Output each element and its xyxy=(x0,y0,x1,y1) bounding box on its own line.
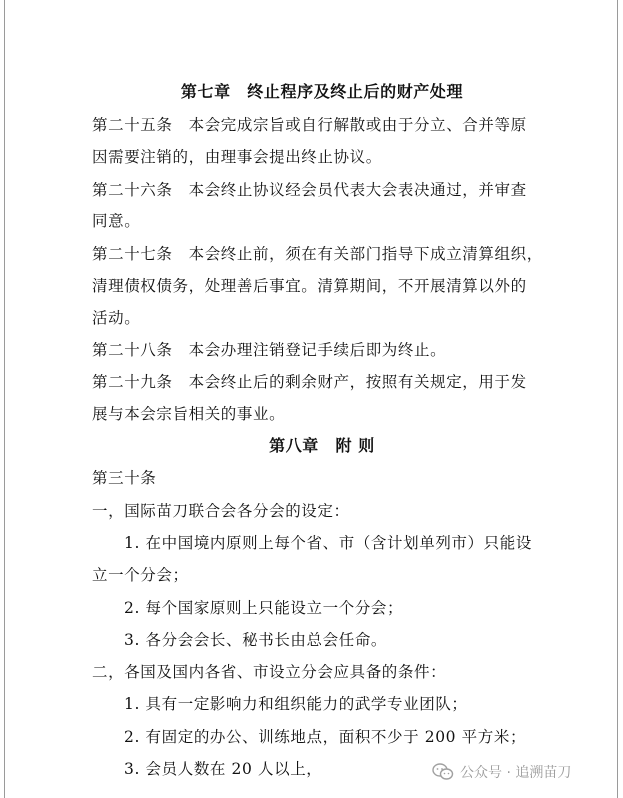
watermark xyxy=(432,762,571,782)
section-2-item-3: 3. 会员人数在 20 人以上， xyxy=(124,760,323,778)
article-25-line-2: 因需要注销的，由理事会提出终止协议。 xyxy=(92,148,382,166)
section-1-item-3: 3. 各分会会长、秘书长由总会任命。 xyxy=(124,631,388,649)
article-26-line-1: 第二十六条 本会终止协议经会员代表大会表决通过，并审查 xyxy=(92,181,527,199)
chapter-7-title: 第七章 终止程序及终止后的财产处理 xyxy=(180,82,464,101)
article-30: 第三十条 xyxy=(92,469,157,487)
section-2-heading: 二，各国及国内各省、市设立分会应具备的条件： xyxy=(92,663,447,681)
article-25-line-1: 第二十五条 本会完成宗旨或自行解散或由于分立、合并等原 xyxy=(92,116,527,134)
article-27-line-2: 清理债权债务，处理善后事宜。清算期间，不开展清算以外的 xyxy=(92,277,527,295)
section-1-item-1-line-1: 1. 在中国境内原则上每个省、市（含计划单列市）只能设 xyxy=(124,534,532,552)
article-29-line-2: 展与本会宗旨相关的事业。 xyxy=(92,405,286,423)
article-28-line-1: 第二十八条 本会办理注销登记手续后即为终止。 xyxy=(92,341,447,359)
section-2-item-1: 1. 具有一定影响力和组织能力的武学专业团队； xyxy=(124,695,468,713)
watermark-text: 公众号 · 追溯苗刀 xyxy=(460,765,572,781)
wechat-icon xyxy=(432,763,454,781)
article-26-line-2: 同意。 xyxy=(92,212,141,230)
article-27-line-3: 活动。 xyxy=(92,309,141,327)
article-29-line-1: 第二十九条 本会终止后的剩余财产，按照有关规定，用于发 xyxy=(92,373,527,391)
section-1-heading: 一，国际苗刀联合会各分会的设定： xyxy=(92,502,350,520)
article-27-line-1: 第二十七条 本会终止前，须在有关部门指导下成立清算组织， xyxy=(92,245,543,263)
chapter-8-title: 第八章 附 则 xyxy=(269,436,375,455)
section-2-item-2: 2. 有固定的办公、训练地点，面积不少于 200 平方米； xyxy=(124,728,527,746)
section-1-item-1-line-2: 立一个分会； xyxy=(92,566,189,584)
section-1-item-2: 2. 每个国家原则上只能设立一个分会； xyxy=(124,599,404,617)
